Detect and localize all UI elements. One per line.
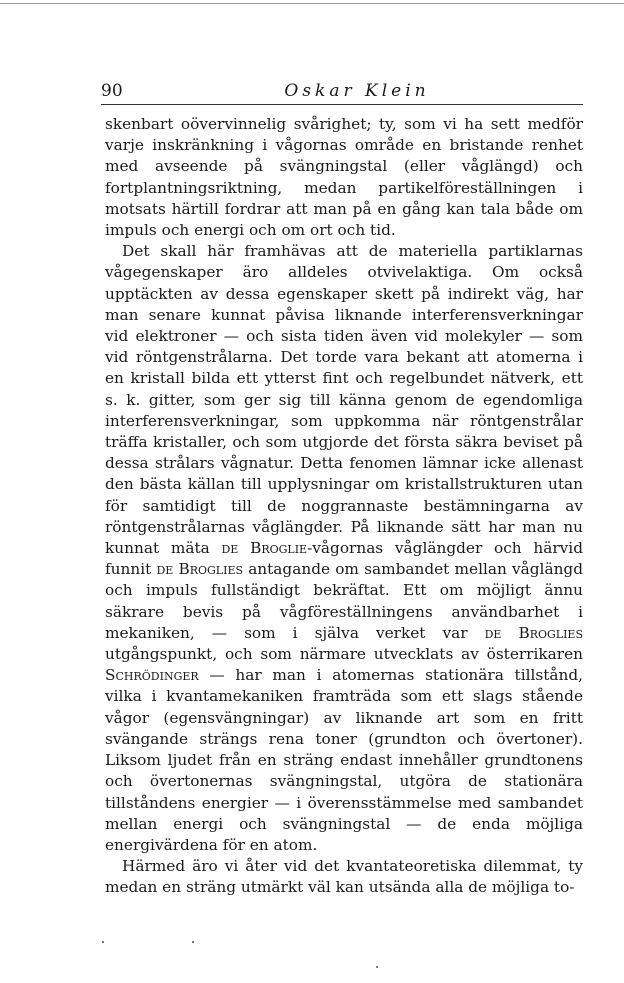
paragraph-2	[105, 241, 583, 856]
author-name-schrodinger: Schrödinger	[105, 666, 199, 685]
text-segment: Härmed äro vi åter vid det kvantateoretiska dilemmat, ty medan en sträng utmärkt väl kan utsända alla de möjliga to-	[105, 857, 583, 897]
running-head: Oskar Klein	[284, 81, 430, 101]
text-segment: — har man i atomernas stationära tillstånd, vilka i kvantamekaniken framträda som ett slags stående vågor (egensvängningar) av liknande art som en fritt svängande strängs rena toner (grundton och övertoner). Liksom ljudet från en sträng endast innehåller grundtonens och övertonernas svängningstal, utgöra de stationära tillståndens energier — i överensstämmelse med sambandet mellan energi och svängningstal — de enda möjliga energivärdena för en atom.	[105, 666, 583, 854]
text-segment: Det skall här framhävas att de materiella partiklarnas vågegenskaper äro alldeles otvivelaktiga. Om också upptäckten av dessa egenskaper skett på indirekt väg, har man senare kunnat påvisa liknande interferensverkningar vid elektroner — och sista tiden även vid molekyler — som vid röntgenstrålarna. Det torde vara bekant att atomerna i en kristall bilda ett ytterst fint och regelbundet nätverk, ett s. k. gitter, som ger sig till känna genom de egendomliga interferensverkningar, som uppkomma när röntgenstrålar träffa kristaller, och som utgjorde det första säkra beviset på dessa strålars vågnatur. Detta fenomen lämnar icke allenast den bästa källan till upplysningar om kristallstrukturen utan för samtidigt till de noggrannaste bestämningarna av röntgenstrålarnas våglängder. På liknande sätt har man nu kunnat mäta	[105, 242, 583, 558]
author-name-de-broglies: de Broglies	[484, 623, 583, 642]
scan-speck	[192, 941, 194, 943]
text-segment: antagande om sambandet mellan våglängd och impuls fullständigt bekräftat. Ett om möjligt ännu säkrare bevis på vågföreställningens användbarhet i mekaniken, — som i själva verket var	[105, 560, 583, 642]
author-name-de-broglie: de Broglie	[221, 539, 308, 558]
scan-speck	[376, 966, 378, 968]
page-header	[101, 80, 583, 104]
text-segment: -vågornas våglängder och härvid funnit	[105, 539, 583, 579]
scan-top-edge	[0, 3, 624, 4]
header-rule	[101, 104, 583, 105]
text-segment: skenbart oövervinnelig svårighet; ty, som vi ha sett medför varje inskränkning i vågornas område en bristande renhet med avseende på svängningstal (eller våglängd) och fortplantningsriktning, medan partikelföreställningen i motsats härtill fordrar att man på en gång kan tala både om impuls och energi och om ort och tid.	[105, 115, 583, 240]
page-number: 90	[101, 81, 123, 101]
paragraph-1	[105, 114, 583, 241]
paragraph-3	[105, 856, 583, 898]
scan-speck	[102, 941, 104, 943]
author-name-de-broglies: de Broglies	[156, 560, 244, 579]
body-text	[105, 114, 583, 899]
text-segment: utgångspunkt, och som närmare utvecklats av österrikaren	[105, 645, 583, 664]
